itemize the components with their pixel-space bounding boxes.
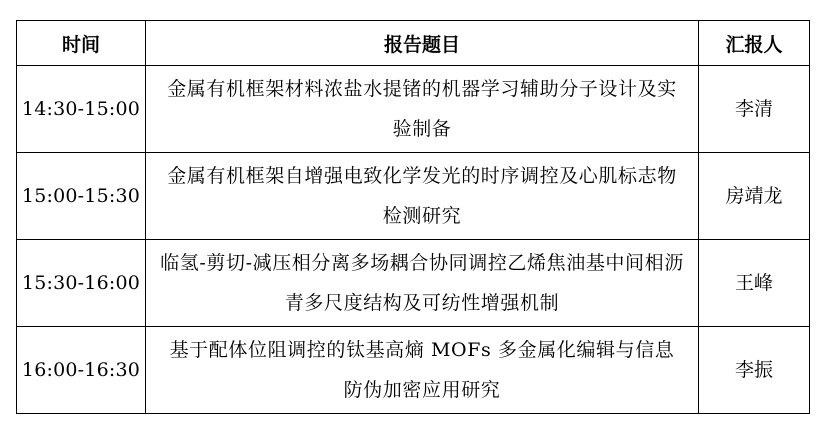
time-cell <box>17 240 146 327</box>
table-row <box>17 327 810 414</box>
topic-cell <box>146 240 699 327</box>
topic-cell <box>146 153 699 240</box>
speaker-cell: 李清 <box>699 66 810 153</box>
schedule-table <box>16 20 810 414</box>
time-slot: 15:30-16:00 <box>21 272 141 294</box>
topic-cell <box>146 327 699 414</box>
time-cell <box>17 327 146 414</box>
report-topic: 金属有机框架自增强电致化学发光的时序调控及心肌标志物检测研究 <box>167 165 677 227</box>
time-cell <box>17 153 146 240</box>
report-topic: 基于配体位阻调控的钛基高熵 MOFs 多金属化编辑与信息防伪加密应用研究 <box>169 339 675 401</box>
table-row <box>17 240 810 327</box>
time-slot: 14:30-15:00 <box>21 98 141 120</box>
time-cell <box>17 66 146 153</box>
speaker-cell: 王峰 <box>699 240 810 327</box>
table-header-row <box>17 21 810 66</box>
table-row <box>17 153 810 240</box>
report-topic: 金属有机框架材料浓盐水提锗的机器学习辅助分子设计及实验制备 <box>167 78 677 140</box>
table-row <box>17 66 810 153</box>
header-topic: 报告题目 <box>146 21 699 66</box>
speaker-cell: 李振 <box>699 327 810 414</box>
header-time: 时间 <box>17 21 146 66</box>
report-topic: 临氢-剪切-减压相分离多场耦合协同调控乙烯焦油基中间相沥青多尺度结构及可纺性增强机制 <box>160 252 684 314</box>
time-slot: 15:00-15:30 <box>21 185 141 207</box>
time-slot: 16:00-16:30 <box>21 359 141 381</box>
speaker-cell: 房靖龙 <box>699 153 810 240</box>
topic-cell <box>146 66 699 153</box>
header-speaker: 汇报人 <box>699 21 810 66</box>
